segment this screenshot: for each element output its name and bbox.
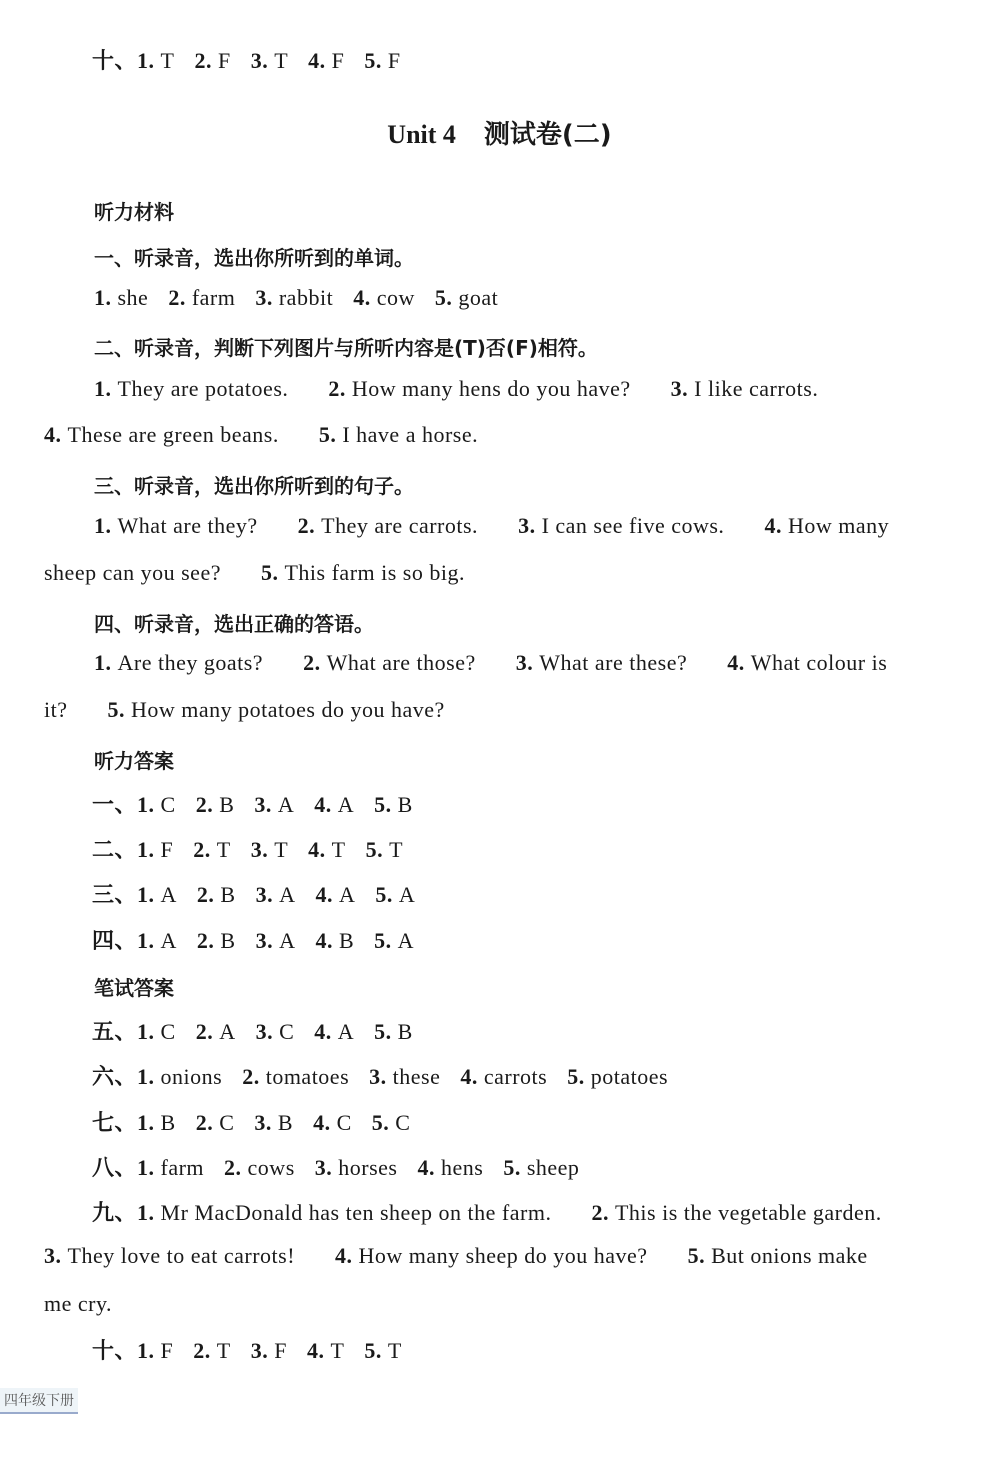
- item-number: 1.: [137, 1110, 161, 1135]
- item-number: 5.: [374, 792, 398, 817]
- item-number: 4.: [314, 792, 338, 817]
- answer-item: [193, 837, 230, 862]
- item-number: 2.: [194, 48, 218, 73]
- item-number: 2.: [224, 1155, 248, 1180]
- answer-item: [137, 792, 176, 817]
- item-text: A: [279, 882, 296, 907]
- item-number: 3.: [518, 513, 542, 538]
- item-number: 3.: [250, 1338, 275, 1363]
- answer-item: [137, 48, 174, 73]
- item-number: 4.: [308, 837, 332, 862]
- item-number: 3.: [250, 48, 275, 73]
- answer-item: [303, 650, 476, 675]
- item-text: T: [274, 48, 289, 73]
- item-text: F: [331, 48, 345, 73]
- answer-item: [196, 1019, 236, 1044]
- answer-item: [364, 1338, 401, 1363]
- answer-item: [503, 1155, 579, 1180]
- item-text: What are these?: [539, 650, 688, 675]
- item-number: 3.: [250, 837, 275, 862]
- item-number: 1.: [137, 837, 161, 862]
- item-number: 2.: [193, 1338, 217, 1363]
- answer-item: [319, 422, 478, 447]
- item-number: 5.: [374, 1019, 398, 1044]
- answer-item: [44, 1243, 295, 1268]
- item-number: 1.: [137, 882, 161, 907]
- item-number: 1.: [94, 513, 118, 538]
- item-number: 2.: [591, 1200, 615, 1225]
- item-number: 1.: [137, 1155, 161, 1180]
- section-label: 六、: [92, 1065, 138, 1090]
- item-text: I have a horse.: [342, 422, 479, 447]
- item-text: cows: [247, 1155, 295, 1180]
- item-text: C: [160, 792, 176, 817]
- item-number: 3.: [255, 285, 279, 310]
- answer-item: [369, 1064, 440, 1089]
- written-answer-row: [92, 1060, 688, 1091]
- section-label: 一、: [92, 793, 138, 818]
- item-text: F: [274, 1338, 287, 1363]
- answer-item: [308, 48, 344, 73]
- answer-item: [196, 792, 235, 817]
- item-number: 5.: [371, 1110, 396, 1135]
- answer-item: [137, 1338, 173, 1363]
- written-answer-row: [92, 1151, 599, 1182]
- item-number: 3.: [44, 1243, 68, 1268]
- item-text: B: [397, 792, 413, 817]
- item-number: 2.: [297, 513, 322, 538]
- answer-item: [196, 1110, 235, 1135]
- listening-answer-row: [92, 788, 433, 819]
- item-number: 2.: [303, 650, 327, 675]
- answer-item: [313, 1110, 352, 1135]
- answer-items: [137, 48, 421, 73]
- answer-item: [108, 697, 445, 722]
- answer-item: [516, 650, 687, 675]
- item-number: 2.: [328, 376, 352, 401]
- answer-item: [137, 1064, 222, 1089]
- q3-heading: 三、听录音，选出你所听到的句子。: [94, 474, 414, 498]
- item-number: 3.: [255, 928, 280, 953]
- item-number: 4.: [417, 1155, 441, 1180]
- answer-item: [256, 1019, 295, 1044]
- item-text: T: [331, 837, 346, 862]
- section-label: 五、: [92, 1020, 138, 1045]
- q3-line2-prefix: sheep can you see?: [44, 560, 221, 585]
- item-text: Are they goats?: [117, 650, 264, 675]
- answer-item: [460, 1064, 547, 1089]
- answer-item: [375, 882, 415, 907]
- item-text: F: [387, 48, 401, 73]
- listening-material-heading: 听力材料: [94, 200, 174, 224]
- item-text: C: [160, 1019, 176, 1044]
- item-text: F: [160, 1338, 174, 1363]
- answer-item: [567, 1064, 668, 1089]
- answer-item: [353, 285, 415, 310]
- item-number: 4.: [315, 882, 339, 907]
- item-text: A: [277, 792, 295, 817]
- item-number: 5.: [375, 882, 399, 907]
- q2-heading: 二、听录音，判断下列图片与所听内容是(T)否(F)相符。: [94, 336, 598, 360]
- item-text: B: [219, 792, 235, 817]
- item-text: T: [274, 837, 289, 862]
- answer-item: [374, 928, 414, 953]
- item-text: I can see five cows.: [541, 513, 725, 538]
- item-text: tomatoes: [265, 1064, 350, 1089]
- answer-item: [764, 513, 889, 538]
- item-text: B: [160, 1110, 176, 1135]
- q9-line3: me cry.: [44, 1291, 113, 1316]
- answer-item: [193, 1338, 230, 1363]
- item-number: 5.: [365, 837, 390, 862]
- item-text: cow: [376, 285, 415, 310]
- item-text: she: [117, 285, 149, 310]
- answer-item: [256, 928, 296, 953]
- test-name: 测试卷(二): [483, 120, 612, 150]
- answer-item: [518, 513, 724, 538]
- item-text: B: [277, 1110, 294, 1135]
- answer-item: [298, 513, 478, 538]
- item-number: 5.: [318, 422, 343, 447]
- answer-item: [137, 837, 173, 862]
- q2-line2: [44, 422, 518, 448]
- item-number: 3.: [369, 1064, 393, 1089]
- item-number: 1.: [137, 1019, 161, 1044]
- unit-label: Unit 4: [387, 120, 456, 149]
- item-text: They are carrots.: [321, 513, 479, 538]
- item-text: T: [330, 1338, 345, 1363]
- item-number: 5.: [107, 697, 131, 722]
- written-answers-heading: 笔试答案: [94, 976, 174, 1000]
- item-number: 1.: [137, 928, 161, 953]
- q3-line2-items: [261, 560, 505, 585]
- answer-item: [374, 1019, 413, 1044]
- item-number: 5.: [374, 928, 398, 953]
- answer-item: [591, 1200, 881, 1225]
- answer-item: [197, 928, 236, 953]
- item-number: 1.: [137, 1064, 161, 1089]
- answer-item: [435, 285, 498, 310]
- item-number: 4.: [335, 1243, 359, 1268]
- item-text: A: [160, 928, 177, 953]
- section-label: 十、: [92, 1339, 138, 1364]
- item-text: B: [397, 1019, 413, 1044]
- answer-item: [254, 1110, 293, 1135]
- item-text: But onions make: [711, 1243, 868, 1268]
- item-number: 3.: [255, 1019, 280, 1044]
- item-text: How many hens do you have?: [351, 376, 631, 401]
- answer-item: [194, 48, 230, 73]
- item-number: 3.: [255, 882, 280, 907]
- answer-item: [307, 1338, 344, 1363]
- answer-item: [137, 1200, 551, 1225]
- q3-line1: [94, 513, 929, 539]
- item-number: 2.: [196, 882, 221, 907]
- q4-heading: 四、听录音，选出正确的答语。: [94, 612, 374, 636]
- item-number: 5.: [260, 560, 285, 585]
- answer-item: [364, 48, 400, 73]
- item-text: These are green beans.: [67, 422, 279, 447]
- item-text: B: [220, 882, 236, 907]
- answer-item: [372, 1110, 411, 1135]
- item-text: A: [279, 928, 296, 953]
- item-text: A: [160, 882, 177, 907]
- answer-item: [256, 882, 296, 907]
- item-number: 4.: [315, 928, 339, 953]
- item-number: 1.: [94, 650, 118, 675]
- q1-heading: 一、听录音，选出你所听到的单词。: [94, 246, 414, 270]
- item-text: hens: [440, 1155, 484, 1180]
- item-number: 5.: [687, 1243, 712, 1268]
- q9-line2: [44, 1243, 908, 1269]
- item-number: 5.: [434, 285, 459, 310]
- answer-item: [335, 1243, 648, 1268]
- answer-item: [688, 1243, 868, 1268]
- item-number: 4.: [764, 513, 788, 538]
- listening-answers-heading: 听力答案: [94, 749, 174, 773]
- answer-item: [314, 792, 354, 817]
- item-text: They love to eat carrots!: [67, 1243, 296, 1268]
- answer-item: [254, 792, 294, 817]
- item-number: 5.: [364, 1338, 388, 1363]
- answer-item: [328, 376, 630, 401]
- item-number: 4.: [308, 48, 332, 73]
- listening-answer-row: [92, 878, 435, 909]
- item-text: This is the vegetable garden.: [614, 1200, 882, 1225]
- item-number: 2.: [168, 285, 192, 310]
- answer-item: [137, 1110, 176, 1135]
- answer-item: [137, 928, 177, 953]
- item-text: I like carrots.: [694, 376, 819, 401]
- item-number: 4.: [44, 422, 68, 447]
- answer-item: [168, 285, 235, 310]
- answer-item: [255, 285, 333, 310]
- answer-item: [315, 928, 354, 953]
- item-text: How many potatoes do you have?: [131, 697, 445, 722]
- item-number: 4.: [314, 1019, 338, 1044]
- item-text: farm: [160, 1155, 205, 1180]
- section-label: 九、: [92, 1201, 138, 1226]
- answer-item: [251, 1338, 287, 1363]
- answer-item: [94, 513, 258, 538]
- answer-item: [137, 1019, 176, 1044]
- answer-item: [727, 650, 887, 675]
- item-number: 5.: [364, 48, 388, 73]
- item-text: F: [160, 837, 174, 862]
- item-text: A: [398, 882, 416, 907]
- answer-item: [94, 376, 288, 401]
- item-text: How many: [787, 513, 890, 538]
- listening-answer-row: [92, 924, 434, 955]
- item-text: A: [219, 1019, 236, 1044]
- q3-line2: [44, 560, 505, 586]
- item-number: 3.: [254, 792, 278, 817]
- item-text: C: [336, 1110, 352, 1135]
- q9-line1-items: [137, 1200, 922, 1225]
- section-label: 七、: [92, 1111, 138, 1136]
- answer-item: [251, 48, 288, 73]
- item-text: A: [337, 1019, 355, 1044]
- item-number: 4.: [313, 1110, 337, 1135]
- answer-item: [671, 376, 819, 401]
- answer-item: [417, 1155, 483, 1180]
- answer-item: [94, 285, 148, 310]
- item-number: 2.: [196, 928, 221, 953]
- answer-item: [242, 1064, 349, 1089]
- section-label: 四、: [92, 929, 138, 954]
- item-number: 5.: [503, 1155, 527, 1180]
- item-text: A: [338, 882, 356, 907]
- item-text: C: [395, 1110, 411, 1135]
- item-number: 1.: [137, 48, 161, 73]
- item-text: potatoes: [590, 1064, 669, 1089]
- item-text: This farm is so big.: [284, 560, 465, 585]
- answer-item: [44, 422, 279, 447]
- item-text: A: [397, 928, 415, 953]
- q4-line2-prefix: it?: [44, 697, 68, 722]
- item-text: goat: [458, 285, 499, 310]
- section-label: 十、: [92, 49, 138, 74]
- item-number: 1.: [137, 792, 161, 817]
- item-text: T: [389, 837, 404, 862]
- item-text: They are potatoes.: [117, 376, 289, 401]
- answer-item: [366, 837, 403, 862]
- item-text: B: [220, 928, 236, 953]
- item-number: 4.: [306, 1338, 331, 1363]
- section-label: 八、: [92, 1156, 138, 1181]
- item-text: F: [217, 48, 231, 73]
- answer-row-ten: [92, 1334, 422, 1365]
- item-text: horses: [338, 1155, 398, 1180]
- written-answer-row: [92, 1015, 433, 1046]
- item-number: 3.: [670, 376, 695, 401]
- q4-line2-items: [108, 697, 485, 722]
- item-text: sheep: [526, 1155, 580, 1180]
- item-number: 4.: [353, 285, 377, 310]
- item-text: rabbit: [278, 285, 334, 310]
- item-text: T: [216, 837, 231, 862]
- q1-items: [94, 285, 518, 311]
- item-number: 5.: [567, 1064, 591, 1089]
- section-label: 三、: [92, 883, 138, 908]
- item-text: these: [392, 1064, 441, 1089]
- written-answer-row: [92, 1106, 430, 1137]
- answer-item: [197, 882, 236, 907]
- item-number: 2.: [195, 792, 220, 817]
- answer-item: [137, 882, 177, 907]
- answer-item: [137, 1155, 204, 1180]
- item-text: T: [216, 1338, 231, 1363]
- answer-item: [94, 650, 263, 675]
- item-text: B: [338, 928, 355, 953]
- item-text: farm: [191, 285, 236, 310]
- item-text: carrots: [483, 1064, 548, 1089]
- item-text: C: [219, 1110, 235, 1135]
- item-number: 4.: [727, 650, 751, 675]
- page-title: [0, 114, 999, 151]
- item-text: What colour is: [750, 650, 888, 675]
- answer-item: [315, 882, 355, 907]
- item-number: 2.: [193, 837, 217, 862]
- item-number: 1.: [94, 376, 118, 401]
- answer-item: [224, 1155, 295, 1180]
- item-number: 3.: [314, 1155, 339, 1180]
- answer-row-ten-top: [92, 44, 421, 75]
- item-text: What are those?: [326, 650, 476, 675]
- answer-item: [308, 837, 345, 862]
- q9-line1: [92, 1196, 922, 1227]
- item-number: 1.: [94, 285, 118, 310]
- item-text: A: [337, 792, 355, 817]
- item-text: T: [387, 1338, 402, 1363]
- item-text: How many sheep do you have?: [358, 1243, 648, 1268]
- listening-answer-row: [92, 833, 423, 864]
- item-text: Mr MacDonald has ten sheep on the farm.: [160, 1200, 552, 1225]
- item-text: onions: [160, 1064, 223, 1089]
- item-text: C: [279, 1019, 295, 1044]
- q4-line2: [44, 697, 485, 723]
- item-text: T: [160, 48, 175, 73]
- grade-footer: 四年级下册: [0, 1388, 78, 1414]
- item-number: 2.: [195, 1110, 220, 1135]
- item-number: 3.: [515, 650, 540, 675]
- item-number: 1.: [137, 1200, 161, 1225]
- section-label: 二、: [92, 838, 138, 863]
- item-number: 1.: [137, 1338, 161, 1363]
- item-text: What are they?: [117, 513, 258, 538]
- answer-item: [261, 560, 465, 585]
- answer-item: [251, 837, 288, 862]
- item-number: 2.: [195, 1019, 220, 1044]
- q2-line1: [94, 376, 858, 402]
- answer-item: [314, 1019, 354, 1044]
- item-number: 4.: [460, 1064, 484, 1089]
- item-number: 3.: [254, 1110, 278, 1135]
- answer-item: [315, 1155, 398, 1180]
- q4-line1: [94, 650, 927, 676]
- item-number: 2.: [242, 1064, 266, 1089]
- answer-item: [374, 792, 413, 817]
